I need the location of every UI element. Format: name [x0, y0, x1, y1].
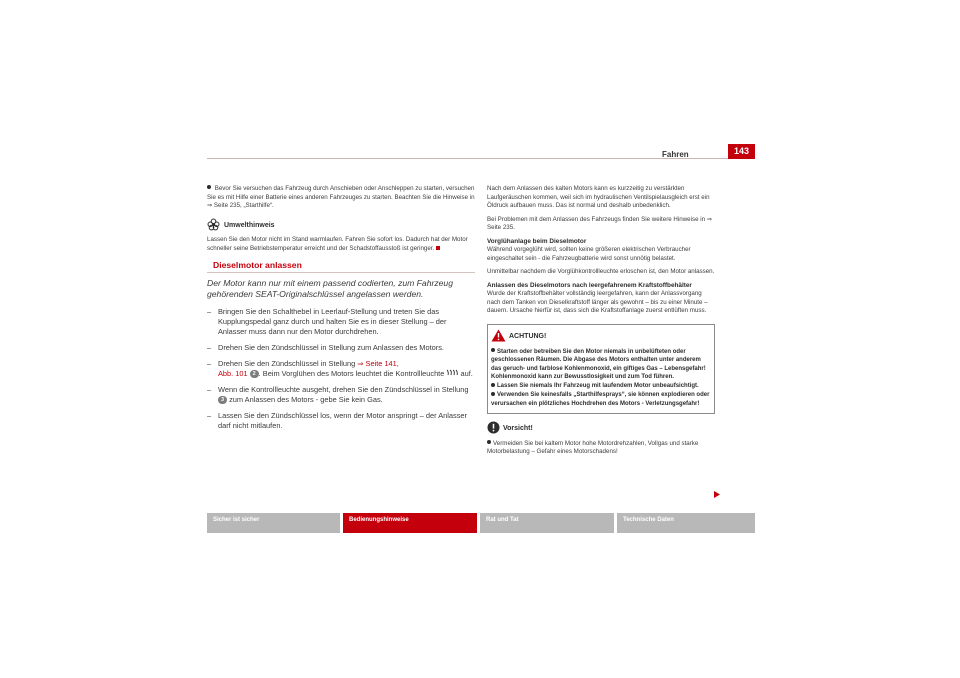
paragraph: Unmittelbar nachdem die Vorglühkontrollleuchte erloschen ist, den Motor anlassen. [487, 268, 715, 275]
page-reference[interactable]: ⇒ Seite 235. [487, 215, 712, 231]
paragraph-bullet: Bevor Sie versuchen das Fahrzeug durch Anschieben oder Anschleppen zu starten, versuchen Sie es mit Hilfe einer Batterie eines anderen Fahrzeuges zu starten. Beachten Sie die Hinweise in ⇒ Seite 235, „Starthilfe“. [207, 185, 475, 209]
paragraph: Während vorgeglüht wird, sollten keine größeren elektrischen Verbraucher eingeschaltet sein - die Fahrzeugbatterie wird sonst unnötig belastet. [487, 246, 691, 262]
bullet-icon [491, 392, 495, 396]
warning-item: Verwenden Sie keinesfalls „Starthilfesprays“, sie können explodieren oder verursachen ein plötzliches Hochdrehen des Motors - Verletzungsgefahr! [491, 392, 710, 407]
subheading: Dieselmotor anlassen [207, 261, 475, 273]
page-reference[interactable]: ⇒ Seite 141, [357, 358, 399, 368]
glow-plug-icon [446, 369, 458, 379]
page-reference[interactable]: ⇒ Seite 235, „Starthilfe“. [207, 202, 274, 209]
bullet-icon [207, 185, 211, 189]
paragraph-heading: Anlassen des Dieselmotors nach leergefahrenem Kraftstoffbehälter [487, 281, 692, 289]
paragraph: Nach dem Anlassen des kalten Motors kann es kurzzeitig zu verstärkten Laufgeräuschen kommen, weil sich im hydraulischen Ventilspielausgleich erst ein Öldruck aufbauen muss. Das ist normal und deshalb unbedenklich. [487, 185, 710, 209]
list-item: – Lassen Sie den Zündschlüssel los, wenn der Motor anspringt – der Anlasser darf nicht mitlaufen. [207, 410, 467, 430]
warning-box [487, 324, 715, 415]
caution-header [487, 421, 715, 438]
list-item: – Drehen Sie den Zündschlüssel in Stellung ⇒ Seite 141, Abb. 101 2 . Beim Vorglühen des Motors leuchtet die Kontrollleuchte auf. [207, 358, 473, 378]
warning-item: Starten oder betreiben Sie den Motor niemals in unbelüfteten oder geschlossenen Räumen. Die Abgase des Motors enthalten unter anderem das geruch- und farblose Kohlenmonoxid, ein giftiges Gas – Lebensgefahr! Kohlenmonoxid kann zur Bewusstlosigkeit und zum Tod führen. [491, 349, 706, 380]
footer-tab-advice[interactable]: Rat und Tat [480, 513, 614, 533]
bullet-icon [491, 383, 495, 387]
list-item: – Drehen Sie den Zündschlüssel in Stellung zum Anlassen des Motors. [207, 342, 444, 352]
exclamation-icon [487, 421, 500, 438]
figure-reference[interactable]: Abb. 101 [218, 368, 248, 378]
page-number: 143 [728, 144, 755, 159]
list-item: – Wenn die Kontrollleuchte ausgeht, drehen Sie den Zündschlüssel in Stellung 3 zum Anlassen des Motors - gebe Sie kein Gas. [207, 384, 469, 404]
paragraph: Wurde der Kraftstoffbehälter vollständig leergefahren, kann der Anlassvorgang nach dem Tanken von Dieselkraftstoff länger als gewohnt – bis zu einer Minute – dauern. Ursache hierfür ist, dass sich die Kraftstoffanlage zuerst entlüften muss. [487, 290, 708, 314]
warning-title: ACHTUNG! [509, 332, 547, 340]
caution-item: Vermeiden Sie bei kaltem Motor hohe Motordrehzahlen, Vollgas und starke Motorbelastung – Gefahr eines Motorschadens! [487, 439, 699, 456]
environment-note-header [207, 218, 475, 235]
warning-item: Lassen Sie niemals Ihr Fahrzeug mit laufendem Motor unbeaufsichtigt. [491, 382, 710, 390]
environment-note-text: Lassen Sie den Motor nicht im Stand warmlaufen. Fahren Sie sofort los. Dadurch hat der Motor schneller seine Betriebstemperatur erreicht und der Schadstoffausstoß ist geringer. [207, 236, 468, 252]
intro-text: Der Motor kann nur mit einem passend codierten, zum Fahrzeug gehörenden SEAT-Originalschlüssel angelassen werden. [207, 277, 453, 299]
section-title: Fahren [662, 150, 689, 159]
position-badge: 2 [250, 370, 259, 378]
caution-title: Vorsicht! [503, 425, 533, 433]
end-marker-icon [436, 246, 440, 250]
warning-triangle-icon [491, 329, 506, 346]
warning-header [491, 329, 710, 346]
next-page-arrow-icon[interactable] [714, 485, 720, 503]
position-badge: 3 [218, 396, 227, 404]
left-column [207, 185, 475, 437]
bullet-icon [487, 440, 491, 444]
paragraph: Bei Problemen mit dem Anlassen des Fahrzeugs finden Sie weitere Hinweise in ⇒ Seite 235. [487, 215, 712, 231]
list-item: – Bringen Sie den Schalthebel in Leerlauf-Stellung und treten Sie das Kupplungspedal ganz durch und halten Sie es in dieser Stellung – der Anlasser muss dann nur den Motor durchdrehen. [207, 306, 447, 336]
step-list [207, 307, 475, 431]
footer-tab-safety[interactable]: Sicher ist sicher [207, 513, 340, 533]
footer-tab-operating[interactable]: Bedienungshinweise [343, 513, 477, 533]
bullet-icon [491, 348, 495, 352]
flower-icon [207, 218, 220, 235]
paragraph-heading: Vorglühanlage beim Dieselmotor [487, 237, 587, 245]
right-column [487, 185, 715, 457]
environment-note-title: Umwelthinweis [224, 221, 275, 229]
footer-tab-technical[interactable]: Technische Daten [617, 513, 755, 533]
